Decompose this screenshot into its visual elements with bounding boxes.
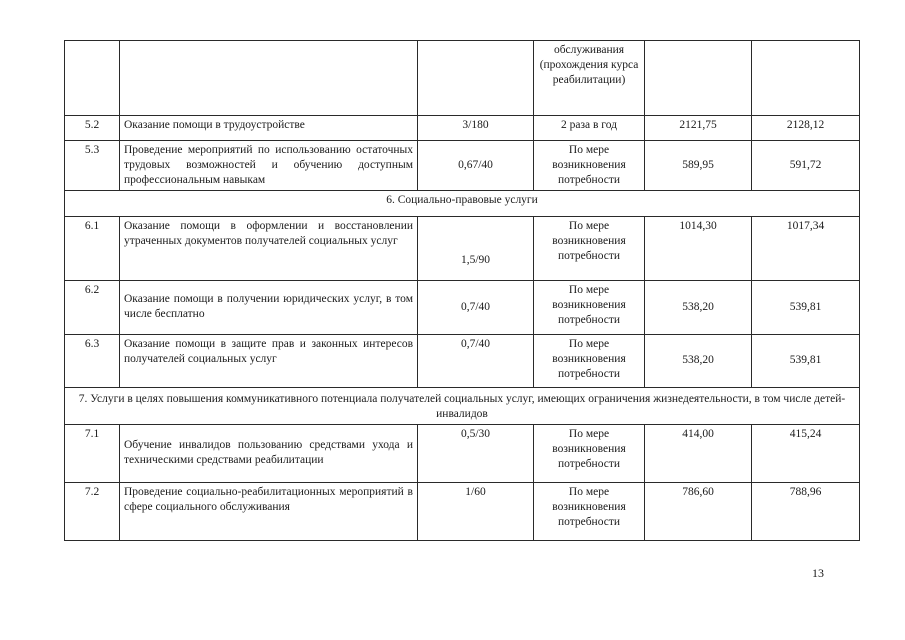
table-row [65, 482, 860, 540]
cell-number: 6.2 [65, 280, 120, 334]
cell-norm [418, 41, 534, 116]
cell-price-2: 2128,12 [752, 116, 860, 141]
cell-price-1: 538,20 [645, 280, 752, 334]
section-title: 6. Социально-правовые услуги [65, 190, 860, 216]
cell-number: 6.1 [65, 216, 120, 280]
cell-norm: 0,67/40 [418, 141, 534, 191]
cell-number: 7.2 [65, 482, 120, 540]
services-table [64, 40, 860, 541]
cell-price-1: 2121,75 [645, 116, 752, 141]
cell-number: 5.2 [65, 116, 120, 141]
cell-number: 5.3 [65, 141, 120, 191]
cell-service-name: Оказание помощи в трудоустройстве [120, 116, 418, 141]
cell-service-name: Проведение социально-реабилитационных мероприятий в сфере социального обслуживания [120, 482, 418, 540]
table-row-continuation [65, 41, 860, 116]
section-title: 7. Услуги в целях повышения коммуникативного потенциала получателей социальных услуг, имеющих ограничения жизнедеятельности, в том числе детей-инвалидов [65, 387, 860, 424]
cell-price-1: 589,95 [645, 141, 752, 191]
cell-price-2: 539,81 [752, 334, 860, 387]
cell-service-name [120, 41, 418, 116]
cell-price-2: 415,24 [752, 424, 860, 482]
table-row [65, 216, 860, 280]
cell-price-1: 538,20 [645, 334, 752, 387]
cell-price-2: 539,81 [752, 280, 860, 334]
cell-norm: 0,5/30 [418, 424, 534, 482]
cell-frequency: По мере возникновения потребности [534, 280, 645, 334]
cell-service-name: Обучение инвалидов пользованию средствами ухода и техническими средствами реабилитации [120, 424, 418, 482]
table-row [65, 280, 860, 334]
cell-price-2 [752, 41, 860, 116]
section-header-row [65, 387, 860, 424]
table-row [65, 141, 860, 191]
cell-frequency: По мере возникновения потребности [534, 216, 645, 280]
cell-number: 6.3 [65, 334, 120, 387]
cell-price-2: 788,96 [752, 482, 860, 540]
cell-price-2: 1017,34 [752, 216, 860, 280]
cell-frequency: По мере возникновения потребности [534, 482, 645, 540]
cell-norm: 0,7/40 [418, 334, 534, 387]
cell-frequency: По мере возникновения потребности [534, 424, 645, 482]
cell-norm: 1,5/90 [418, 216, 534, 280]
cell-frequency: По мере возникновения потребности [534, 141, 645, 191]
cell-price-2: 591,72 [752, 141, 860, 191]
cell-price-1: 414,00 [645, 424, 752, 482]
section-header-row [65, 190, 860, 216]
cell-service-name: Оказание помощи в оформлении и восстановлении утраченных документов получателей социальных услуг [120, 216, 418, 280]
cell-service-name: Проведение мероприятий по использованию остаточных трудовых возможностей и обучению доступным профессиональным навыкам [120, 141, 418, 191]
cell-number [65, 41, 120, 116]
cell-norm: 1/60 [418, 482, 534, 540]
page-number: 13 [812, 566, 824, 580]
cell-service-name: Оказание помощи в защите прав и законных интересов получателей социальных услуг [120, 334, 418, 387]
cell-service-name: Оказание помощи в получении юридических услуг, в том числе бесплатно [120, 280, 418, 334]
cell-frequency: По мере возникновения потребности [534, 334, 645, 387]
cell-frequency: обслуживания (прохождения курса реабилитации) [534, 41, 645, 116]
table-row [65, 334, 860, 387]
cell-price-1: 1014,30 [645, 216, 752, 280]
cell-price-1: 786,60 [645, 482, 752, 540]
cell-price-1 [645, 41, 752, 116]
cell-norm: 3/180 [418, 116, 534, 141]
table-row [65, 424, 860, 482]
cell-norm: 0,7/40 [418, 280, 534, 334]
cell-frequency: 2 раза в год [534, 116, 645, 141]
cell-number: 7.1 [65, 424, 120, 482]
table-row [65, 116, 860, 141]
